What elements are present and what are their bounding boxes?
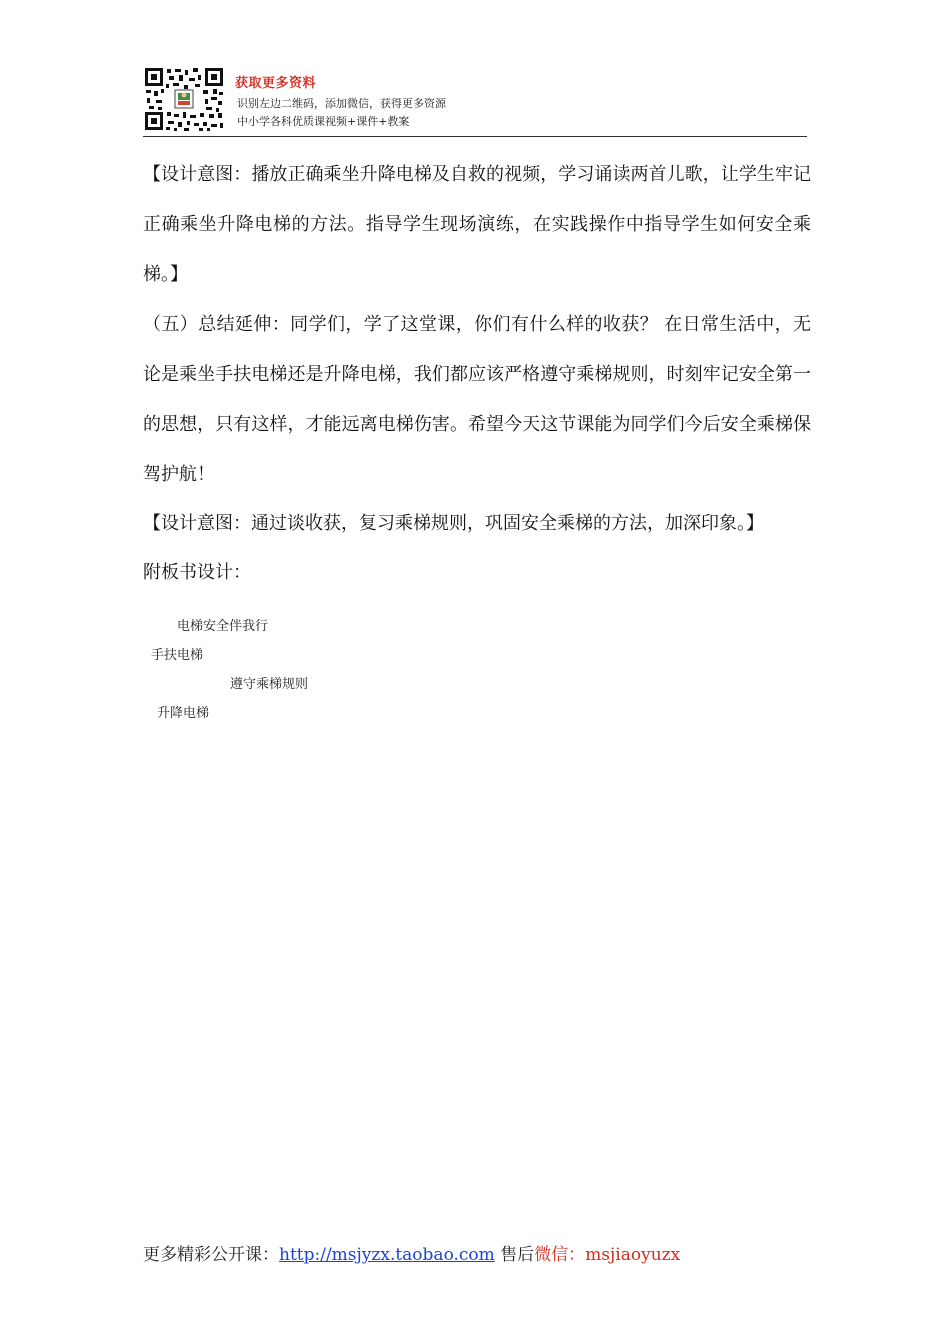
footer-prefix: 更多精彩公开课：: [143, 1245, 279, 1265]
footer-wechat-id: msjiaoyuzx: [585, 1245, 681, 1265]
page-footer: [143, 1240, 680, 1265]
design-intent-paragraph-1: 【设计意图：播放正确乘坐升降电梯及自救的视频，学习诵读两首儿歌，让学生牢记正确乘坐升降电梯的方法。指导学生现场演练，在实践操作中指导学生如何安全乘梯。】: [143, 164, 811, 285]
footer-aftersales-label: 售后: [494, 1245, 535, 1265]
board-center-rule: 遵守乘梯规则: [230, 677, 309, 692]
board-design-heading: 附板书设计：: [143, 562, 251, 583]
board-item-escalator: 手扶电梯: [151, 648, 204, 663]
board-item-elevator: 升降电梯: [157, 706, 210, 721]
footer-shop-link[interactable]: http://msjyzx.taobao.com: [279, 1245, 495, 1265]
summary-paragraph: （五）总结延伸：同学们，学了这堂课，你们有什么样的收获？ 在日常生活中，无论是乘坐手扶电梯还是升降电梯，我们都应该严格遵守乘梯规则，时刻牢记安全第一的思想，只有这样，才能远离电梯伤害。希望今天这节课能为同学们今后安全乘梯保驾护航！: [143, 314, 811, 485]
header-subtitle-line2: 中小学各科优质课视频+课件+教案: [237, 115, 410, 128]
header-subtitle-line1: 识别左边二维码，添加微信，获得更多资源: [237, 97, 446, 110]
qr-code-icon: [143, 66, 225, 132]
page-header: [143, 64, 807, 137]
design-intent-paragraph-2: 【设计意图：通过谈收获，复习乘梯规则，巩固安全乘梯的方法，加深印象。】: [143, 513, 764, 534]
header-title: 获取更多资料: [235, 76, 317, 91]
footer-wechat-label: 微信：: [534, 1245, 586, 1265]
board-title: 电梯安全伴我行: [177, 619, 269, 634]
